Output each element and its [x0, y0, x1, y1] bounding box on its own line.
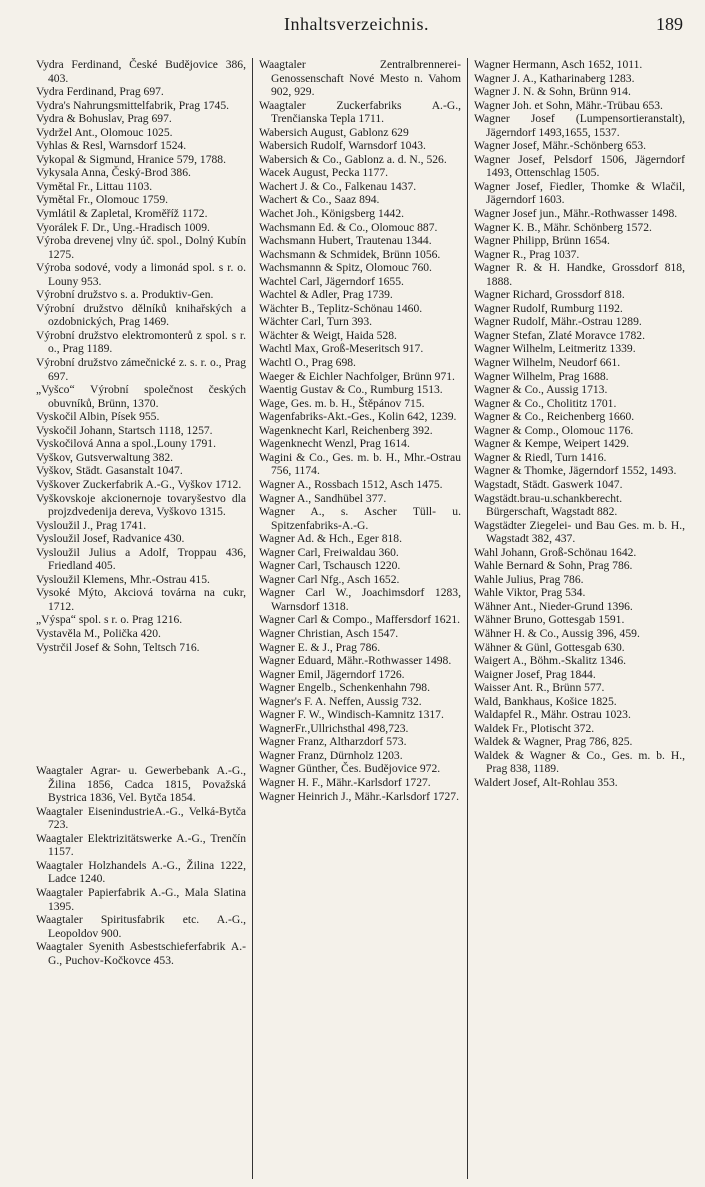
index-entry: Wagner Wilhelm, Neudorf 661. — [474, 356, 621, 370]
index-column-2 — [252, 58, 467, 1179]
index-entry: Waagtaler Papierfabrik A.-G., Mala Slatina 1395. — [36, 885, 246, 913]
index-entry: Vystavěla M., Polička 420. — [36, 626, 161, 640]
index-entry: Wagner Wilhelm, Leitmeritz 1339. — [474, 342, 636, 356]
index-entry: Wahl Johann, Groß-Schönau 1642. — [474, 545, 637, 559]
index-entry: Vysloužil Julius a Adolf, Troppau 436, Friedland 405. — [36, 545, 246, 573]
index-entry: Waldapfel R., Mähr. Ostrau 1023. — [474, 708, 631, 722]
index-entry: Wagner Eduard, Mähr.-Rothwasser 1498. — [259, 654, 452, 668]
index-entry: Výrobní družstvo zámečnické z. s. r. o., Prag 697. — [36, 356, 246, 383]
index-entry: Waagtaler Holzhandels A.-G., Žilina 1222, Ladce 1240. — [36, 858, 246, 886]
index-entry: Wabersich Rudolf, Warnsdorf 1043. — [259, 139, 426, 153]
index-entry: Výrobní družstvo elektromonterů z spol. s r. o., Prag 1189. — [36, 328, 246, 356]
index-entry: Waagtaler Agrar- u. Gewerbebank A.-G., Žilina 1856, Cadca 1815, Považská Bystrica 1836, Vel. Bytča 1854. — [36, 764, 246, 805]
index-entry: Wachsmann Ed. & Co., Olomouc 887. — [259, 220, 438, 234]
index-entry: Wachtl Max, Groß-Meseritsch 917. — [259, 342, 424, 356]
page-title: Inhaltsverzeichnis. — [284, 14, 429, 34]
index-entry: Waldek & Wagner, Prag 786, 825. — [474, 735, 633, 749]
index-entry: Vydra & Bohuslav, Prag 697. — [36, 112, 172, 126]
index-entry: Wachtel Carl, Jägerndorf 1655. — [259, 274, 404, 288]
index-entry: Vysoké Mýto, Akciová továrna na cukr, 1712. — [36, 586, 246, 613]
index-entry: Wagner & Co., Cholititz 1701. — [474, 396, 617, 410]
index-entry: Waldek & Wagner & Co., Ges. m. b. H., Prag 838, 1189. — [474, 748, 685, 776]
index-entry: Waldert Josef, Alt-Rohlau 353. — [474, 775, 618, 789]
index-entry: Wachsmann & Schmidek, Brünn 1056. — [259, 247, 441, 261]
index-entry: Vymětal Fr., Olomouc 1759. — [36, 193, 169, 207]
index-entry: Waeger & Eichler Nachfolger, Brünn 971. — [259, 369, 455, 383]
index-entry: Wagenfabriks-Akt.-Ges., Kolin 642, 1239. — [259, 410, 457, 424]
index-entry: Waagtaler Syenith Asbestschieferfabrik A.-G., Puchov-Kočkovce 453. — [36, 940, 246, 967]
index-entry: WagnerFr.,Ullrichsthal 498,723. — [259, 721, 409, 735]
index-entry: Wähner Ant., Nieder-Grund 1396. — [474, 599, 633, 613]
index-entry: Wage, Ges. m. b. H., Štěpánov 715. — [259, 396, 425, 410]
index-entry: „Vyšco“ Výrobní společnost českých obuvníků, Brünn, 1370. — [36, 383, 246, 410]
index-entry: Wagini & Co., Ges. m. b. H., Mhr.-Ostrau 756, 1174. — [259, 450, 461, 478]
index-entry: Waigner Josef, Prag 1844. — [474, 667, 596, 681]
index-columns — [36, 58, 685, 1179]
index-entry: Wagner & Co., Aussig 1713. — [474, 383, 608, 397]
index-entry: Wagner E. & J., Prag 786. — [259, 640, 381, 654]
index-entry: Výrobní družstvo dělníků knihařských a ozdobnických, Prag 1469. — [36, 301, 246, 329]
index-entry: Vystrčil Josef & Sohn, Teltsch 716. — [36, 640, 200, 654]
index-entry: Wagner Joh. et Sohn, Mähr.-Trübau 653. — [474, 98, 663, 112]
index-entry: Wagner & Comp., Olomouc 1176. — [474, 423, 634, 437]
index-entry: Wagner Ad. & Hch., Eger 818. — [259, 532, 402, 546]
index-entry: Vyhlas & Resl, Warnsdorf 1524. — [36, 139, 187, 153]
index-entry: Wagner J. N. & Sohn, Brünn 914. — [474, 85, 631, 99]
index-entry: Wagner Franz, Altharzdorf 573. — [259, 735, 407, 749]
index-entry: Výrobní družstvo s. a. Produktiv-Gen. — [36, 288, 214, 302]
column-gap — [36, 654, 246, 764]
index-entry: Wachet Joh., Königsberg 1442. — [259, 207, 405, 221]
index-entry: Wagenknecht Karl, Reichenberg 392. — [259, 423, 433, 437]
index-entry: Wachtl O., Prag 698. — [259, 356, 356, 370]
index-entry: Vyskočil Johann, Startsch 1118, 1257. — [36, 423, 213, 437]
index-entry: Waigert A., Böhm.-Skalitz 1346. — [474, 654, 627, 668]
page-number: 189 — [656, 14, 683, 34]
index-entry: Výroba drevenej vlny úč. spol., Dolný Kubín 1275. — [36, 234, 246, 261]
index-entry: Vyškov, Gutsverwaltung 382. — [36, 450, 174, 464]
index-entry: Wagner & Co., Reichenberg 1660. — [474, 410, 635, 424]
index-entry: Wagner Rudolf, Rumburg 1192. — [474, 301, 623, 315]
index-entry: Vydra Ferdinand, České Budějovice 386, 403. — [36, 58, 246, 85]
index-entry: Wächter Carl, Turn 393. — [259, 315, 373, 329]
index-entry: Vykysala Anna, Český-Brod 386. — [36, 166, 191, 180]
index-entry: Wagner Wilhelm, Prag 1688. — [474, 369, 609, 383]
index-entry: Wächter B., Teplitz-Schönau 1460. — [259, 301, 423, 315]
index-entry: Wagner Günther, Čes. Budějovice 972. — [259, 762, 441, 776]
index-entry: Wagner J. A., Katharinaberg 1283. — [474, 71, 635, 85]
index-entry: Wagner Josef, Fiedler, Thomke & Wlačil, Jägerndorf 1603. — [474, 179, 685, 207]
index-entry: Waagtaler Spiritusfabrik etc. A.-G., Leopoldov 900. — [36, 913, 246, 940]
index-entry: Wachert & Co., Saaz 894. — [259, 193, 380, 207]
index-entry: Wagstädt.brau-u.schankberecht. Bürgerschaft, Wagstadt 882. — [474, 491, 623, 519]
index-entry: Waentig Gustav & Co., Rumburg 1513. — [259, 383, 443, 397]
index-entry: Výroba sodové, vody a limonád spol. s r. o. Louny 953. — [36, 261, 246, 288]
index-entry: Vyškov, Städt. Gasanstalt 1047. — [36, 464, 183, 478]
index-entry: Wagner Rudolf, Mähr.-Ostrau 1289. — [474, 315, 642, 329]
index-entry: Vyskočil Albin, Písek 955. — [36, 410, 160, 424]
index-entry: Vymětal Fr., Littau 1103. — [36, 179, 153, 193]
index-entry: Wähner Bruno, Gottesgab 1591. — [474, 613, 625, 627]
index-entry: Wagner Heinrich J., Mähr.-Karlsdorf 1727. — [259, 789, 459, 803]
index-entry: Vymlátil & Zapletal, Kroměříž 1172. — [36, 207, 208, 221]
index-entry: Wagner Carl, Freiwaldau 360. — [259, 545, 399, 559]
index-entry: Wacek August, Pecka 1177. — [259, 166, 389, 180]
index-entry: Wagner A., s. Ascher Tüll- u. Spitzenfabriks-A.-G. — [259, 505, 461, 532]
index-entry: Wabersich & Co., Gablonz a. d. N., 526. — [259, 152, 447, 166]
index-entry: Wächter & Weigt, Haida 528. — [259, 328, 397, 342]
index-entry: Vyškovskoje akcionernoje tovaryšestvo dla projzdvedenija dereva, Vyškovo 1315. — [36, 491, 246, 519]
index-entry: Wagner Franz, Dürnholz 1203. — [259, 748, 403, 762]
index-entry: Vydra Ferdinand, Prag 697. — [36, 85, 164, 99]
index-entry: Waisser Ant. R., Brünn 577. — [474, 681, 605, 695]
index-entry: Wähner H. & Co., Aussig 396, 459. — [474, 626, 640, 640]
index-column-1 — [36, 58, 252, 1179]
index-entry: Vysloužil Klemens, Mhr.-Ostrau 415. — [36, 572, 210, 586]
index-entry: Wagner Stefan, Zlaté Moravce 1782. — [474, 328, 645, 342]
index-entry: Wagner Emil, Jägerndorf 1726. — [259, 667, 405, 681]
index-entry: Wagner H. F., Mähr.-Karlsdorf 1727. — [259, 775, 431, 789]
index-entry: Wachsmannn & Spitz, Olomouc 760. — [259, 261, 432, 275]
index-entry: Wagner K. B., Mähr. Schönberg 1572. — [474, 220, 652, 234]
index-entry: Wachtel & Adler, Prag 1739. — [259, 288, 393, 302]
index-entry: Waagtaler EisenindustrieA.-G., Velká-Bytča 723. — [36, 804, 246, 832]
index-entry: Wagner & Riedl, Turn 1416. — [474, 450, 607, 464]
index-entry: Wagstadt, Städt. Gaswerk 1047. — [474, 477, 623, 491]
index-entry: Wagner F. W., Windisch-Kamnitz 1317. — [259, 708, 444, 722]
index-entry: Wagner Hermann, Asch 1652, 1011. — [474, 58, 643, 71]
index-entry: Vydra's Nahrungsmittelfabrik, Prag 1745. — [36, 98, 230, 112]
index-entry: Wachsmann Hubert, Trautenau 1344. — [259, 234, 432, 248]
index-entry: Wagner Carl W., Joachimsdorf 1283, Warnsdorf 1318. — [259, 586, 461, 613]
index-entry: „Výspa“ spol. s r. o. Prag 1216. — [36, 613, 183, 627]
index-entry: Wahle Bernard & Sohn, Prag 786. — [474, 559, 633, 573]
index-entry: Wagner R. & H. Handke, Grossdorf 818, 1888. — [474, 261, 685, 288]
index-entry: Wabersich August, Gablonz 629 — [259, 125, 409, 139]
index-entry: Vydržel Ant., Olomouc 1025. — [36, 125, 173, 139]
index-entry: Wagner's F. A. Neffen, Aussig 732. — [259, 694, 422, 708]
index-entry: Waagtaler Zuckerfabriks A.-G., Trenčianska Tepla 1711. — [259, 98, 461, 126]
index-entry: Vykopal & Sigmund, Hranice 579, 1788. — [36, 152, 226, 166]
index-entry: Waagtaler Elektrizitätswerke A.-G., Trenčín 1157. — [36, 831, 246, 859]
index-entry: Wagner Josef (Lumpensortieranstalt), Jägerndorf 1493,1655, 1537. — [474, 112, 685, 139]
index-entry: Wahle Julius, Prag 786. — [474, 572, 584, 586]
index-entry: Vysloužil J., Prag 1741. — [36, 518, 147, 532]
index-entry: Wagner & Thomke, Jägerndorf 1552, 1493. — [474, 464, 677, 478]
index-entry: Wagner Carl, Tschausch 1220. — [259, 559, 401, 573]
index-entry: Vyorálek F. Dr., Ung.-Hradisch 1009. — [36, 220, 210, 234]
index-entry: Waldek Fr., Plotischt 372. — [474, 721, 595, 735]
index-entry: Wagner R., Prag 1037. — [474, 247, 580, 261]
index-entry: Wagner Engelb., Schenkenhahn 798. — [259, 681, 430, 695]
index-entry: Wagner Richard, Grossdorf 818. — [474, 288, 625, 302]
index-entry: Vyškover Zuckerfabrik A.-G., Vyškov 1712. — [36, 477, 242, 491]
index-entry: Wahle Viktor, Prag 534. — [474, 586, 586, 600]
index-entry: Wagner Christian, Asch 1547. — [259, 626, 399, 640]
index-entry: Wagner Carl Nfg., Asch 1652. — [259, 572, 400, 586]
index-entry: Wagstädter Ziegelei- und Bau Ges. m. b. H., Wagstadt 382, 437. — [474, 518, 685, 546]
index-entry: Wagner & Kempe, Weipert 1429. — [474, 437, 630, 451]
index-entry: Vyskočilová Anna a spol.,Louny 1791. — [36, 437, 217, 451]
index-entry: Wagner Carl & Compo., Maffersdorf 1621. — [259, 613, 461, 627]
index-entry: Wagner Philipp, Brünn 1654. — [474, 234, 610, 248]
index-entry: Wagner A., Sandhübel 377. — [259, 491, 387, 505]
index-entry: Wagenknecht Wenzl, Prag 1614. — [259, 437, 410, 451]
index-entry: Vysloužil Josef, Radvanice 430. — [36, 532, 185, 546]
index-entry: Wähner & Günl, Gottesgab 630. — [474, 640, 625, 654]
index-entry: Wachert J. & Co., Falkenau 1437. — [259, 179, 417, 193]
index-entry: Wagner Josef, Pelsdorf 1506, Jägerndorf 1493, Ottenschlag 1505. — [474, 152, 685, 180]
index-column-3 — [467, 58, 685, 1179]
index-entry: Waagtaler Zentralbrennerei-Genossenschaft Nové Mesto n. Vahom 902, 929. — [259, 58, 461, 99]
index-entry: Wagner Josef jun., Mähr.-Rothwasser 1498. — [474, 207, 678, 221]
page-header — [30, 8, 683, 42]
index-entry: Wald, Bankhaus, Košice 1825. — [474, 694, 617, 708]
index-entry: Wagner A., Rossbach 1512, Asch 1475. — [259, 477, 443, 491]
index-entry: Wagner Josef, Mähr.-Schönberg 653. — [474, 139, 647, 153]
